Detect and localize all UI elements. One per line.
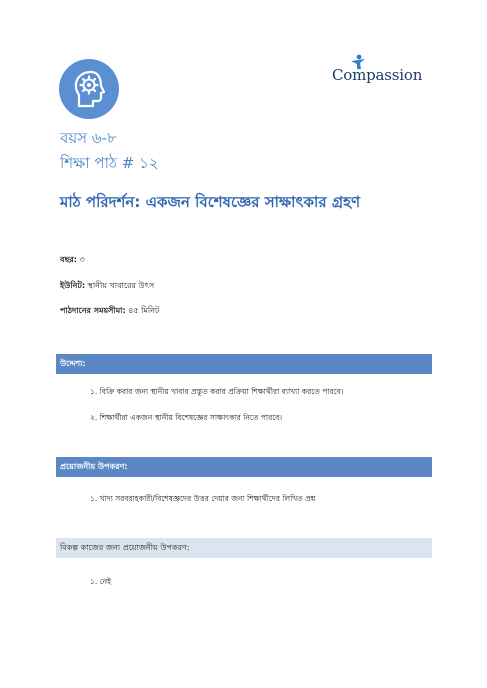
list-item: ১. খাদ্য সরবরাহকারী/বিশেষজ্ঞদের উত্তর দেয়ার জন্য শিক্ষার্থীদের লিখিত প্রশ্ন: [90, 494, 316, 503]
year-label: বছর:: [60, 255, 77, 264]
section-alt-materials-heading: বিকল্প কাজের জন্য প্রয়োজনীয় উপকরণ:: [56, 538, 432, 558]
time-label: পাঠদানের সময়সীমা:: [60, 306, 126, 315]
lesson-number: শিক্ষা পাঠ # ১২: [60, 154, 159, 172]
compassion-logo: [332, 54, 432, 88]
head-gear-icon: [71, 69, 107, 109]
section-materials-heading: প্রয়োজনীয় উপকরণ:: [56, 457, 432, 477]
meta-unit: [60, 280, 154, 293]
brand-name: Compassion: [332, 66, 423, 84]
page-title: মাঠ পরিদর্শন: একজন বিশেষজ্ঞের সাক্ষাৎকার গ্রহণ: [60, 193, 361, 211]
unit-value: স্থানীয় খাবারের উৎস: [85, 281, 155, 290]
meta-time: [60, 305, 159, 318]
list-item: ১. নেই: [90, 577, 112, 586]
meta-year: [60, 254, 85, 267]
section-objectives-heading: উদ্দেশ্য:: [56, 354, 432, 374]
time-value: ৪৫ মিনিট: [125, 306, 160, 315]
list-item: ২. শিক্ষার্থীরা একজন স্থানীয় বিশেষজ্ঞের সাক্ষাৎকার নিতে পারবে।: [90, 413, 283, 422]
year-value: ৩: [76, 255, 85, 264]
list-item: ১. বিক্রি করার জন্য স্থানীয় খাবার প্রস্তুত করার প্রক্রিয়া শিক্ষার্থীরা ব্যাখ্যা করতে পারবে।: [90, 387, 344, 396]
age-range: বয়স ৬-৮: [60, 129, 117, 147]
unit-label: ইউনিট:: [60, 281, 86, 290]
lesson-logo: [59, 59, 119, 119]
